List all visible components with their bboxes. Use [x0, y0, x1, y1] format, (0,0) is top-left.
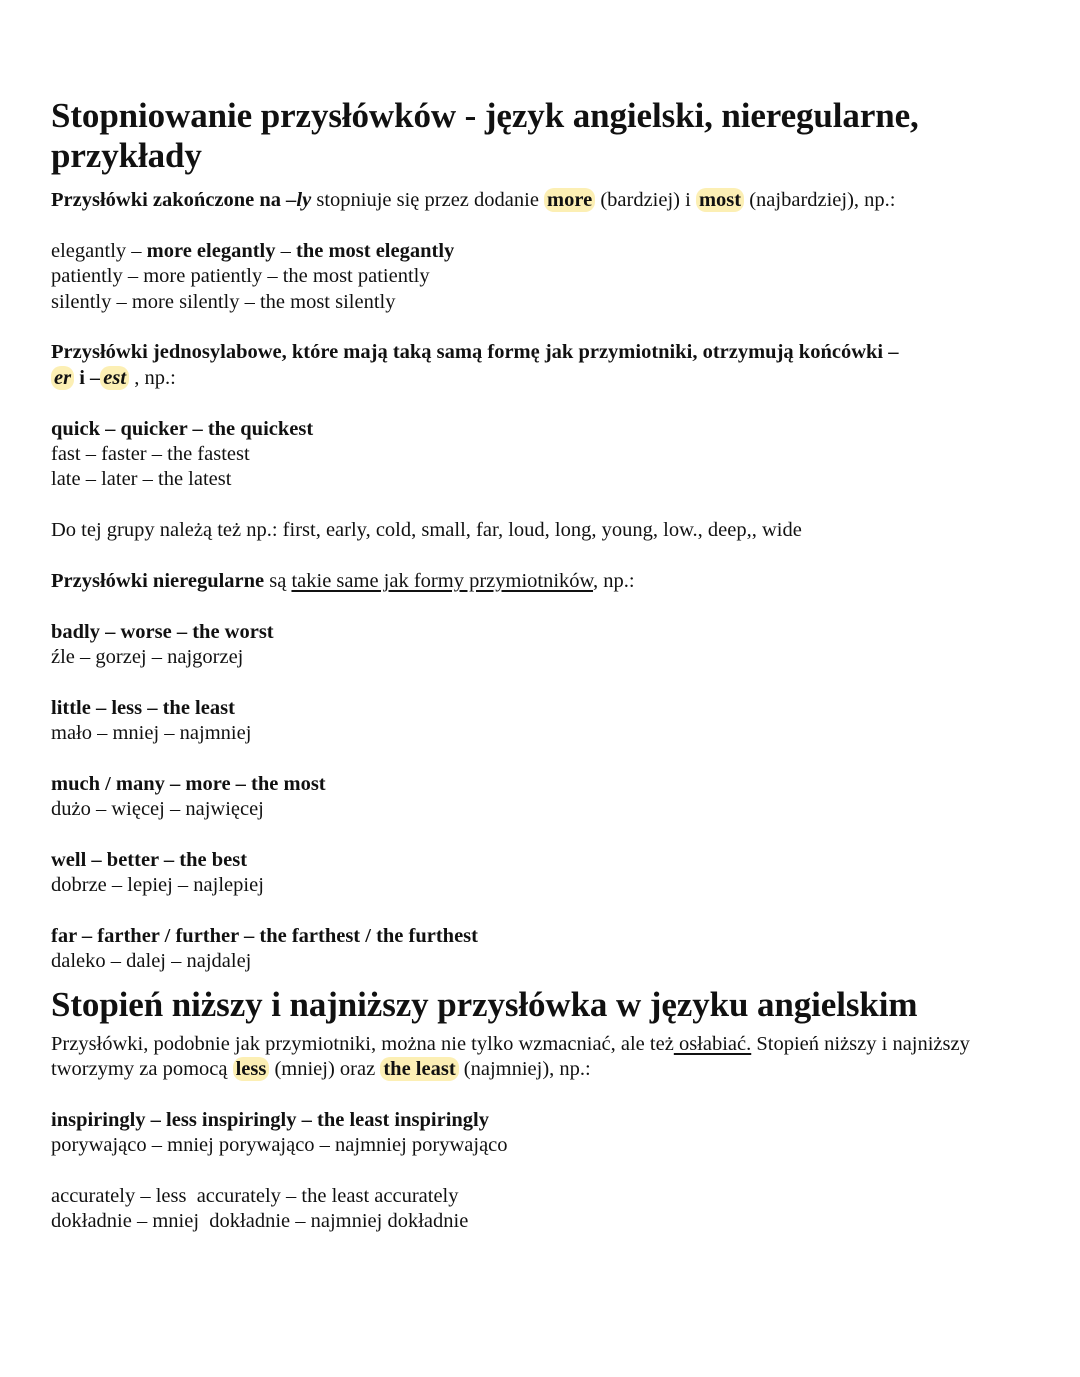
irregular-intro-tail: , np.:	[593, 570, 635, 592]
irregular-3-en	[51, 772, 326, 798]
most-gloss: (najbardziej), np.:	[744, 189, 896, 211]
irregular-2-en	[51, 696, 235, 722]
lower-intro-line-2	[51, 1057, 591, 1083]
irregular-en-text: far – farther / further – the farthest / the furthest	[51, 925, 478, 947]
group-note: Do tej grupy należą też np.: first, early, cold, small, far, loud, long, young, low., deep,, wide	[51, 519, 802, 541]
intro-er-line-1	[51, 340, 898, 366]
more-gloss: (bardziej) i	[595, 189, 696, 211]
ly-example-1-superlative: the most elegantly	[296, 240, 455, 262]
highlight-er: er	[51, 366, 74, 390]
er-example-3: late – later – the latest	[51, 468, 232, 490]
intro-er-line-2	[51, 366, 176, 392]
lower-intro-text: tworzymy za pomocą	[51, 1058, 233, 1080]
ly-example-1	[51, 239, 454, 265]
irregular-5-pl: daleko – dalej – najdalej	[51, 950, 252, 972]
lower-intro-text: Przysłówki, podobnie jak przymiotniki, można nie tylko wzmacniać, ale też	[51, 1033, 674, 1055]
irregular-3-pl: dużo – więcej – najwięcej	[51, 798, 264, 820]
intro-er-tail: , np.:	[129, 367, 176, 389]
irregular-4-en	[51, 848, 247, 874]
intro-er-and: i –	[74, 367, 101, 389]
irregular-intro-lead: Przysłówki nieregularne	[51, 570, 265, 592]
highlight-est: est	[100, 366, 129, 390]
irregular-5-en	[51, 924, 478, 950]
irregular-2-pl: mało – mniej – najmniej	[51, 722, 252, 744]
irregular-en-text: well – better – the best	[51, 849, 248, 871]
er-example-1	[51, 417, 313, 443]
irregular-en-text: badly – worse – the worst	[51, 621, 274, 643]
ly-example-2: patiently – more patiently – the most patiently	[51, 265, 430, 287]
lower-example-1-pl: porywająco – mniej porywająco – najmniej porywająco	[51, 1134, 508, 1156]
page-title: Stopniowanie przysłówków - język angielski, nieregularne, przykłady	[51, 96, 919, 175]
intro-er-lead: Przysłówki jednosylabowe, które mają taką samą formę jak przymiotniki, otrzymują końcówki –	[51, 341, 899, 363]
irregular-intro	[51, 569, 635, 595]
lower-example-2-pl: dokładnie – mniej dokładnie – najmniej dokładnie	[51, 1210, 469, 1232]
dash: –	[275, 240, 296, 262]
er-example-2: fast – faster – the fastest	[51, 443, 250, 465]
irregular-en-text: little – less – the least	[51, 697, 235, 719]
irregular-link[interactable]: takie same jak formy przymiotników	[291, 570, 594, 592]
section-title: Stopień niższy i najniższy przysłówka w języku angielskim	[51, 985, 918, 1024]
intro-ly-suffix: –ly	[286, 189, 312, 211]
less-gloss: (mniej) oraz	[269, 1058, 381, 1080]
irregular-4-pl: dobrze – lepiej – najlepiej	[51, 874, 264, 896]
intro-ly-lead: Przysłówki zakończone na	[51, 189, 287, 211]
irregular-intro-mid: są	[264, 570, 292, 592]
lower-example-2-en: accurately – less accurately – the least accurately	[51, 1185, 459, 1207]
lower-intro-text: Stopień niższy i najniższy	[751, 1033, 970, 1055]
irregular-1-en	[51, 620, 274, 646]
highlight-the-least: the least	[380, 1057, 458, 1081]
ly-example-1-base: elegantly	[51, 240, 127, 262]
er-example-1-text: quick – quicker – the quickest	[51, 418, 314, 440]
highlight-more: more	[544, 188, 595, 212]
least-gloss: (najmniej), np.:	[458, 1058, 591, 1080]
dash: –	[126, 240, 147, 262]
ly-example-1-comparative: more elegantly	[146, 240, 276, 262]
lower-example-1-en	[51, 1108, 489, 1134]
highlight-less: less	[233, 1057, 270, 1081]
highlight-most: most	[696, 188, 744, 212]
lower-en-text: inspiringly – less inspiringly – the least inspiringly	[51, 1109, 489, 1131]
weaken-link[interactable]: osłabiać.	[673, 1033, 752, 1055]
intro-ly-paragraph	[51, 188, 896, 214]
irregular-1-pl: źle – gorzej – najgorzej	[51, 646, 244, 668]
ly-example-3: silently – more silently – the most silently	[51, 291, 396, 313]
lower-intro-line-1	[51, 1032, 970, 1058]
irregular-en-text: much / many – more – the most	[51, 773, 326, 795]
intro-ly-mid: stopniuje się przez dodanie	[311, 189, 545, 211]
